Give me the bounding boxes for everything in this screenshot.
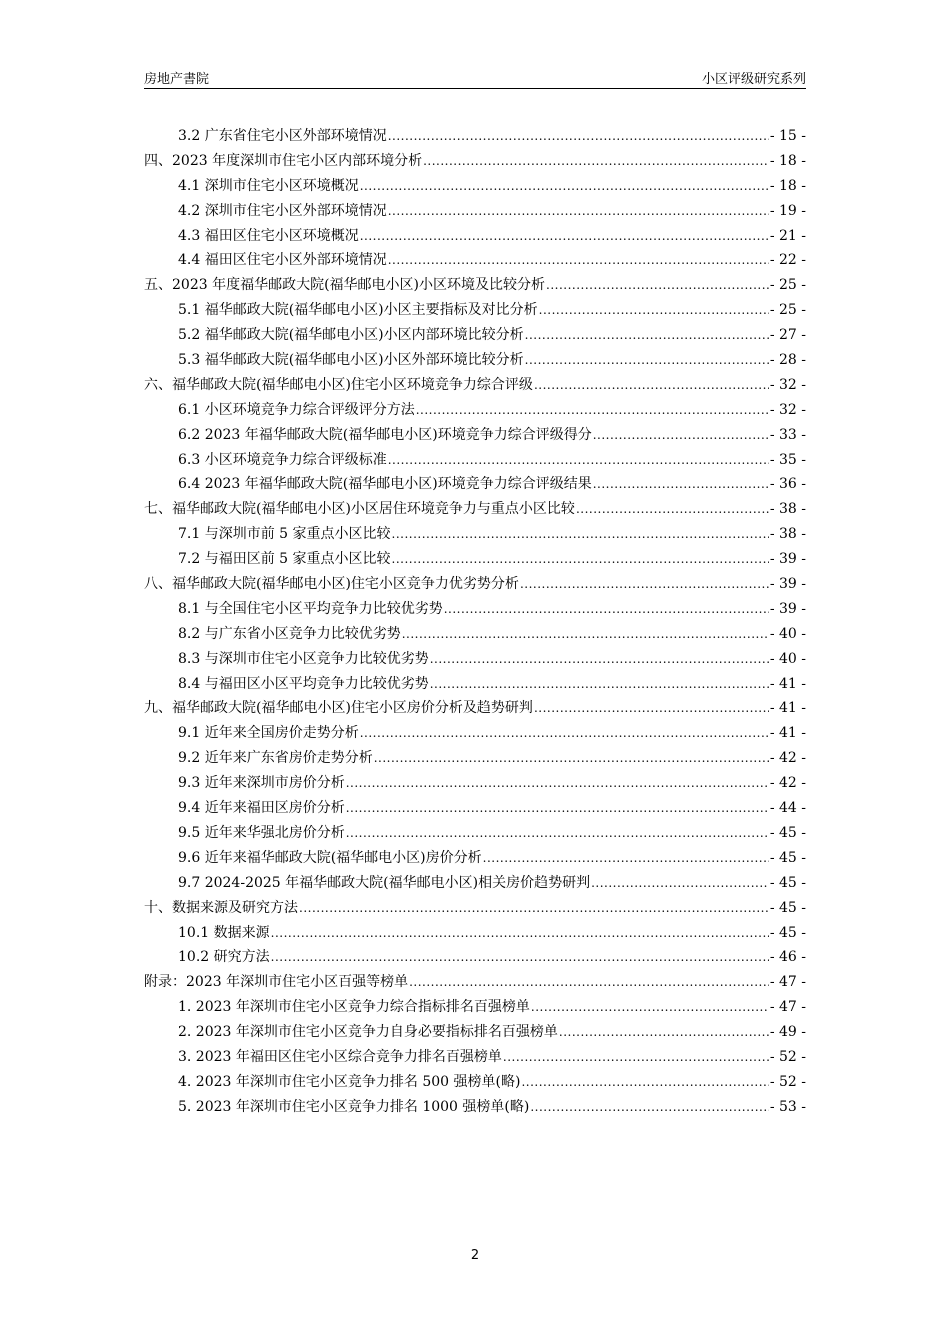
toc-entry-title: 十、数据来源及研究方法 (144, 899, 298, 916)
toc-chapter-entry[interactable] (144, 970, 806, 995)
toc-entry-title: 8.3 与深圳市住宅小区竞争力比较优劣势 (178, 650, 429, 667)
toc-dot-leader (360, 721, 769, 746)
toc-entry-page: - 52 - (769, 1048, 806, 1065)
toc-entry-page: - 15 - (769, 128, 806, 144)
toc-dot-leader (409, 970, 769, 995)
toc-dot-leader (534, 373, 769, 398)
page-header (144, 66, 806, 89)
toc-entry-title: 9.7 2024-2025 年福华邮政大院(福华邮电小区)相关房价趋势研判 (178, 874, 591, 891)
toc-entry-title: 4.1 深圳市住宅小区环境概况 (178, 177, 359, 194)
toc-dot-leader (593, 423, 769, 448)
toc-entry-page: - 42 - (769, 775, 806, 792)
toc-dot-leader (346, 771, 769, 796)
toc-dot-leader (444, 597, 769, 622)
toc-dot-leader (546, 273, 769, 298)
toc-dot-leader (593, 472, 769, 497)
toc-chapter-entry[interactable] (144, 572, 806, 597)
toc-entry-title: 5.3 福华邮政大院(福华邮电小区)小区外部环境比较分析 (178, 352, 524, 369)
toc-dot-leader (388, 448, 769, 473)
toc-entry-title: 2. 2023 年深圳市住宅小区竞争力自身必要指标排名百强榜单 (178, 1024, 558, 1041)
toc-dot-leader (388, 199, 769, 224)
toc-entry-title: 附录：2023 年深圳市住宅小区百强等榜单 (144, 974, 409, 991)
toc-dot-leader (299, 896, 769, 921)
toc-entry-title: 九、福华邮政大院(福华邮电小区)住宅小区房价分析及趋势研判 (144, 700, 533, 717)
toc-entry-title: 1. 2023 年深圳市住宅小区竞争力综合指标排名百强榜单 (178, 999, 530, 1016)
toc-section-entry[interactable] (144, 423, 806, 448)
toc-entry-page: - 45 - (769, 874, 806, 891)
toc-entry-title: 六、福华邮政大院(福华邮电小区)住宅小区环境竞争力综合评级 (144, 376, 533, 393)
toc-chapter-entry[interactable] (144, 149, 806, 174)
toc-entry-page: - 47 - (769, 999, 806, 1016)
toc-entry-page: - 21 - (769, 227, 806, 244)
toc-entry-page: - 18 - (769, 177, 806, 194)
toc-chapter-entry[interactable] (144, 373, 806, 398)
toc-entry-title: 10.2 研究方法 (178, 949, 270, 966)
toc-entry-title: 6.1 小区环境竞争力综合评级评分方法 (178, 401, 415, 418)
toc-dot-leader (360, 174, 769, 199)
toc-dot-leader (271, 921, 769, 946)
toc-dot-leader (531, 995, 769, 1020)
toc-dot-leader (530, 1095, 768, 1120)
toc-entry-page: - 45 - (769, 899, 806, 916)
toc-entry-page: - 49 - (769, 1024, 806, 1041)
toc-entry-title: 3.2 广东省住宅小区外部环境情况 (178, 128, 387, 144)
toc-section-entry[interactable] (144, 124, 806, 149)
toc-entry-page: - 40 - (769, 650, 806, 667)
toc-entry-title: 七、福华邮政大院(福华邮电小区)小区居住环境竞争力与重点小区比较 (144, 501, 575, 518)
toc-dot-leader (388, 248, 769, 273)
toc-entry-title: 5.2 福华邮政大院(福华邮电小区)小区内部环境比较分析 (178, 327, 524, 344)
toc-dot-leader (392, 547, 769, 572)
toc-entry-page: - 36 - (769, 476, 806, 493)
header-series-title: 小区评级研究系列 (701, 72, 806, 87)
toc-entry-page: - 41 - (769, 675, 806, 692)
toc-entry-page: - 35 - (769, 451, 806, 468)
toc-dot-leader (430, 672, 769, 697)
toc-dot-leader (521, 1070, 768, 1095)
toc-entry-page: - 22 - (769, 252, 806, 269)
toc-entry-page: - 41 - (769, 700, 806, 717)
toc-entry-page: - 52 - (769, 1073, 806, 1090)
toc-section-entry[interactable] (144, 647, 806, 672)
toc-section-entry[interactable] (144, 398, 806, 423)
toc-entry-page: - 18 - (769, 152, 806, 169)
toc-dot-leader (525, 348, 769, 373)
toc-section-entry[interactable] (144, 547, 806, 572)
toc-entry-title: 4. 2023 年深圳市住宅小区竞争力排名 500 强榜单(略) (178, 1073, 521, 1090)
toc-entry-page: - 32 - (769, 401, 806, 418)
toc-dot-leader (374, 746, 769, 771)
toc-entry-page: - 32 - (769, 376, 806, 393)
toc-entry-title: 八、福华邮政大院(福华邮电小区)住宅小区竞争力优劣势分析 (144, 576, 519, 593)
toc-entry-title: 4.3 福田区住宅小区环境概况 (178, 227, 359, 244)
table-of-contents (144, 124, 806, 1120)
toc-entry-title: 五、2023 年度福华邮政大院(福华邮电小区)小区环境及比较分析 (144, 277, 546, 294)
toc-entry-page: - 33 - (769, 426, 806, 443)
toc-section-entry[interactable] (144, 298, 806, 323)
toc-section-entry[interactable] (144, 597, 806, 622)
toc-dot-leader (388, 124, 769, 149)
toc-entry-page: - 38 - (769, 501, 806, 518)
toc-entry-title: 6.4 2023 年福华邮政大院(福华邮电小区)环境竞争力综合评级结果 (178, 476, 592, 493)
toc-section-entry[interactable] (144, 622, 806, 647)
toc-entry-title: 4.2 深圳市住宅小区外部环境情况 (178, 202, 387, 219)
page-number: 2 (470, 1248, 480, 1263)
toc-entry-page: - 44 - (769, 800, 806, 817)
toc-section-entry[interactable] (144, 472, 806, 497)
toc-dot-leader (360, 224, 769, 249)
toc-entry-title: 7.2 与福田区前 5 家重点小区比较 (178, 551, 391, 568)
toc-entry-page: - 40 - (769, 625, 806, 642)
toc-section-entry[interactable] (144, 323, 806, 348)
toc-dot-leader (559, 1020, 769, 1045)
toc-entry-page: - 38 - (769, 526, 806, 543)
toc-dot-leader (483, 846, 769, 871)
toc-dot-leader (525, 323, 769, 348)
toc-chapter-entry[interactable] (144, 497, 806, 522)
toc-section-entry[interactable] (144, 174, 806, 199)
toc-section-entry[interactable] (144, 224, 806, 249)
toc-entry-title: 9.2 近年来广东省房价走势分析 (178, 750, 373, 767)
toc-section-entry[interactable] (144, 796, 806, 821)
toc-section-entry[interactable] (144, 348, 806, 373)
toc-dot-leader (539, 298, 769, 323)
toc-section-entry[interactable] (144, 672, 806, 697)
toc-section-entry[interactable] (144, 199, 806, 224)
toc-section-entry[interactable] (144, 1095, 806, 1120)
toc-entry-page: - 45 - (769, 924, 806, 941)
toc-dot-leader (591, 871, 769, 896)
toc-dot-leader (346, 821, 769, 846)
toc-dot-leader (430, 647, 769, 672)
toc-section-entry[interactable] (144, 821, 806, 846)
toc-chapter-entry[interactable] (144, 896, 806, 921)
toc-entry-page: - 45 - (769, 849, 806, 866)
toc-entry-title: 9.6 近年来福华邮政大院(福华邮电小区)房价分析 (178, 849, 482, 866)
toc-dot-leader (520, 572, 769, 597)
toc-section-entry[interactable] (144, 771, 806, 796)
toc-section-entry[interactable] (144, 522, 806, 547)
toc-entry-title: 6.3 小区环境竞争力综合评级标准 (178, 451, 387, 468)
toc-section-entry[interactable] (144, 995, 806, 1020)
toc-entry-page: - 27 - (769, 327, 806, 344)
toc-entry-title: 5.1 福华邮政大院(福华邮电小区)小区主要指标及对比分析 (178, 302, 538, 319)
toc-entry-title: 9.3 近年来深圳市房价分析 (178, 775, 345, 792)
toc-entry-page: - 42 - (769, 750, 806, 767)
toc-entry-page: - 45 - (769, 824, 806, 841)
header-publisher: 房地产書院 (144, 72, 210, 87)
toc-section-entry[interactable] (144, 871, 806, 896)
toc-entry-title: 9.1 近年来全国房价走势分析 (178, 725, 359, 742)
toc-entry-title: 3. 2023 年福田区住宅小区综合竞争力排名百强榜单 (178, 1048, 502, 1065)
toc-section-entry[interactable] (144, 846, 806, 871)
toc-section-entry[interactable] (144, 721, 806, 746)
toc-dot-leader (534, 696, 769, 721)
toc-dot-leader (576, 497, 769, 522)
toc-entry-title: 4.4 福田区住宅小区外部环境情况 (178, 252, 387, 269)
toc-entry-title: 9.5 近年来华强北房价分析 (178, 824, 345, 841)
toc-dot-leader (416, 398, 769, 423)
toc-chapter-entry[interactable] (144, 696, 806, 721)
toc-dot-leader (402, 622, 769, 647)
toc-section-entry[interactable] (144, 1070, 806, 1095)
toc-entry-page: - 28 - (769, 352, 806, 369)
toc-entry-page: - 39 - (769, 600, 806, 617)
toc-entry-title: 8.4 与福田区小区平均竞争力比较优劣势 (178, 675, 429, 692)
toc-section-entry[interactable] (144, 1045, 806, 1070)
toc-entry-page: - 39 - (769, 551, 806, 568)
toc-entry-title: 8.2 与广东省小区竞争力比较优劣势 (178, 625, 401, 642)
toc-entry-title: 6.2 2023 年福华邮政大院(福华邮电小区)环境竞争力综合评级得分 (178, 426, 592, 443)
toc-dot-leader (503, 1045, 769, 1070)
toc-entry-page: - 53 - (769, 1098, 806, 1115)
toc-entry-page: - 41 - (769, 725, 806, 742)
toc-section-entry[interactable] (144, 248, 806, 273)
toc-entry-page: - 25 - (769, 302, 806, 319)
toc-entry-page: - 25 - (769, 277, 806, 294)
toc-entry-title: 10.1 数据来源 (178, 924, 270, 941)
toc-dot-leader (271, 945, 769, 970)
toc-entry-title: 8.1 与全国住宅小区平均竞争力比较优劣势 (178, 600, 443, 617)
toc-section-entry[interactable] (144, 448, 806, 473)
toc-entry-page: - 39 - (769, 576, 806, 593)
toc-entry-title: 9.4 近年来福田区房价分析 (178, 800, 345, 817)
toc-section-entry[interactable] (144, 746, 806, 771)
toc-chapter-entry[interactable] (144, 273, 806, 298)
toc-entry-page: - 19 - (769, 202, 806, 219)
toc-dot-leader (423, 149, 769, 174)
toc-dot-leader (346, 796, 769, 821)
toc-entry-title: 四、2023 年度深圳市住宅小区内部环境分析 (144, 152, 423, 169)
toc-section-entry[interactable] (144, 1020, 806, 1045)
toc-entry-page: - 46 - (769, 949, 806, 966)
toc-entry-title: 7.1 与深圳市前 5 家重点小区比较 (178, 526, 391, 543)
toc-section-entry[interactable] (144, 921, 806, 946)
toc-section-entry[interactable] (144, 945, 806, 970)
toc-dot-leader (392, 522, 769, 547)
toc-entry-title: 5. 2023 年深圳市住宅小区竞争力排名 1000 强榜单(略) (178, 1098, 530, 1115)
toc-entry-page: - 47 - (769, 974, 806, 991)
